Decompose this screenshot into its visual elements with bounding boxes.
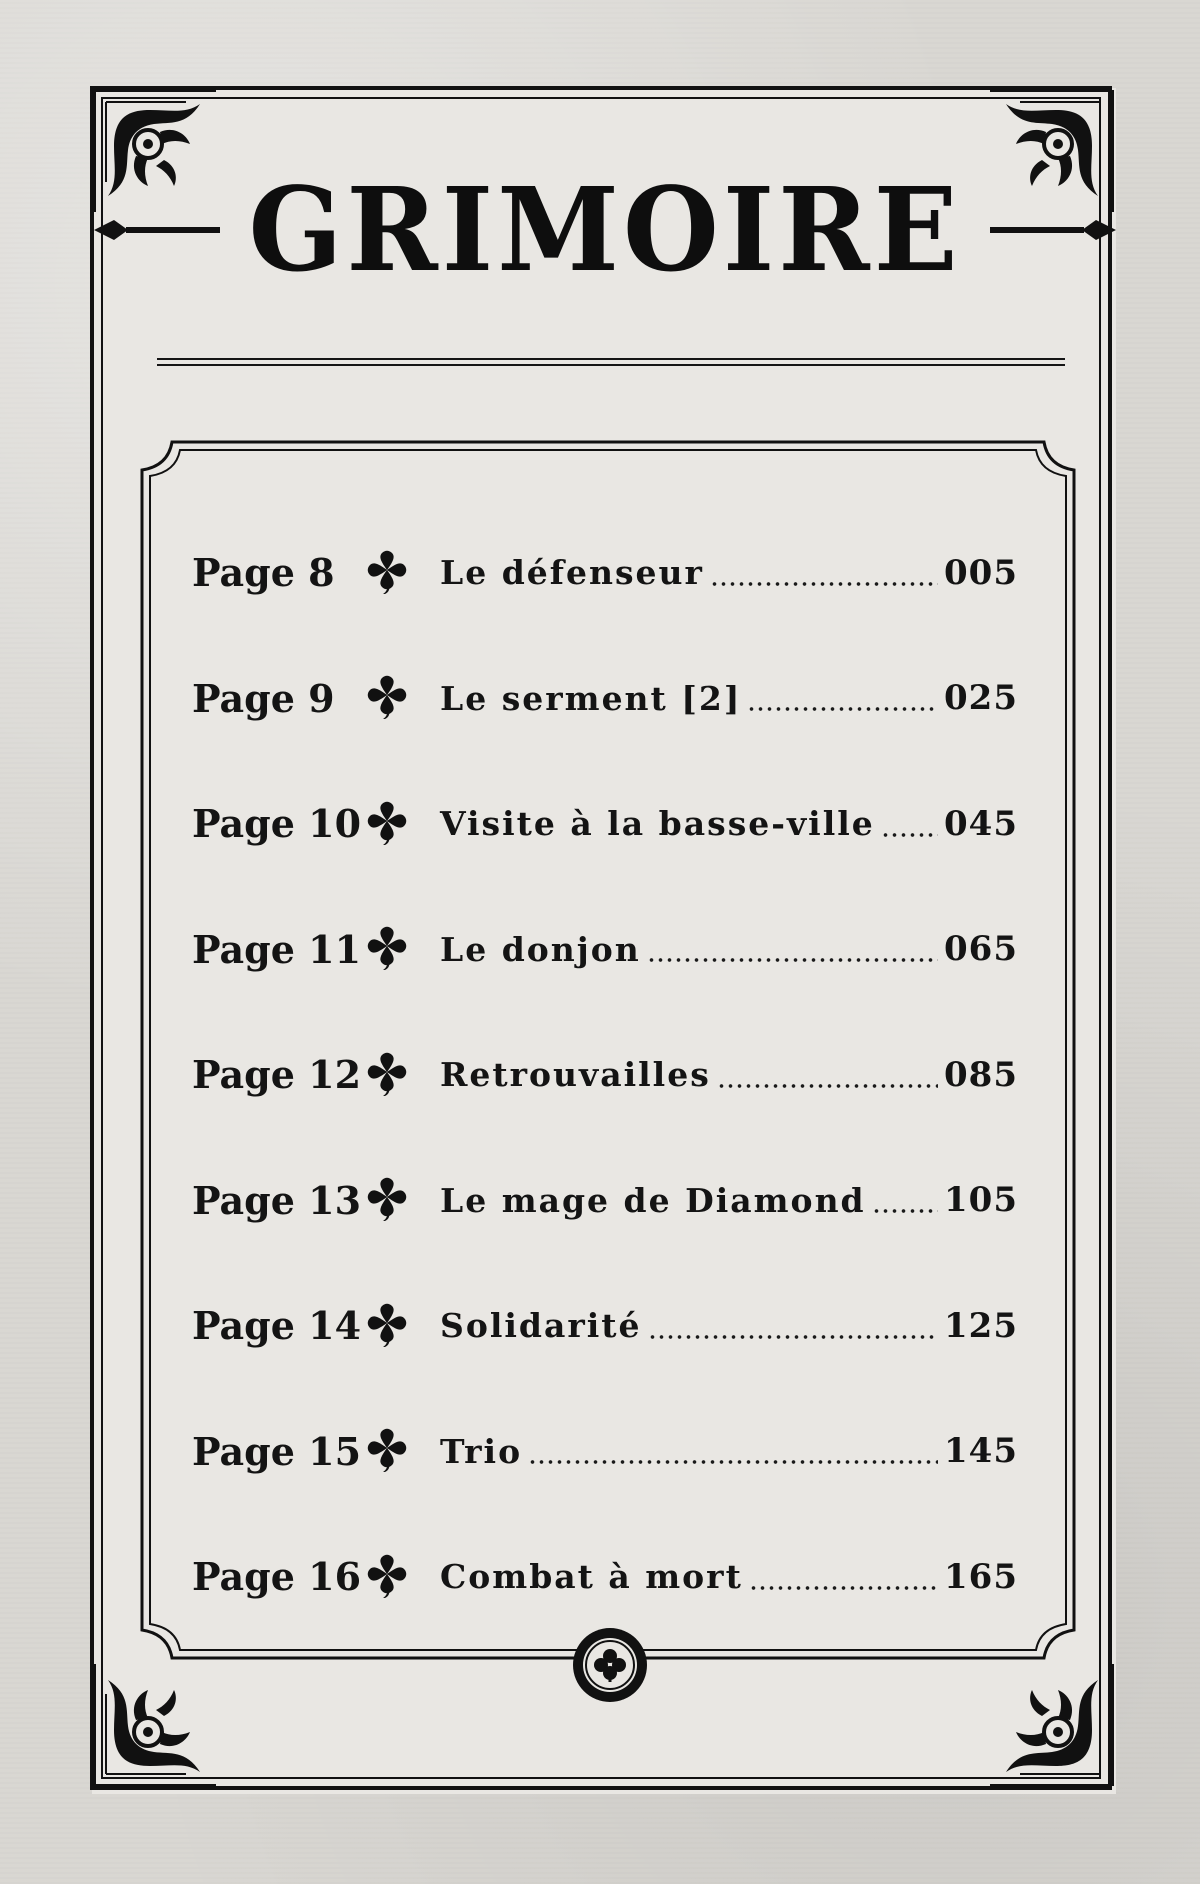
toc-page-number: 165 — [944, 1556, 1018, 1597]
toc-page-number: 105 — [944, 1180, 1018, 1221]
toc-entry — [192, 761, 1018, 887]
title-divider — [157, 358, 1065, 366]
four-leaf-clover-icon — [364, 925, 416, 973]
toc-page-number: 045 — [944, 803, 1018, 844]
toc-page-number: 005 — [944, 552, 1018, 593]
toc-chapter-title: Visite à la basse-ville — [440, 804, 875, 844]
toc-chapter-title: Le mage de Diamond — [440, 1180, 866, 1220]
toc-chapter-label: Page 13 — [192, 1177, 362, 1223]
page-title: GRIMOIRE — [248, 161, 962, 298]
toc-entry — [192, 1138, 1018, 1264]
toc-chapter-title: Solidarité — [440, 1306, 642, 1346]
four-leaf-clover-icon — [364, 1553, 416, 1601]
toc-page-number: 085 — [944, 1054, 1018, 1095]
toc-entry — [192, 510, 1018, 636]
diamond-flourish-icon — [92, 210, 222, 250]
dot-leader — [881, 832, 938, 838]
toc-chapter-label: Page 14 — [192, 1303, 362, 1349]
four-leaf-clover-icon — [364, 674, 416, 722]
four-leaf-clover-icon — [364, 1427, 416, 1475]
toc-page-number: 125 — [944, 1305, 1018, 1346]
toc-entry — [192, 1263, 1018, 1389]
toc-chapter-label: Page 12 — [192, 1052, 362, 1098]
toc-page-number: 145 — [944, 1431, 1018, 1472]
toc-chapter-label: Page 15 — [192, 1428, 362, 1474]
table-of-contents — [192, 510, 1018, 1640]
toc-entry — [192, 636, 1018, 762]
toc-chapter-label: Page 9 — [192, 675, 335, 721]
corner-ornament-icon — [986, 1660, 1116, 1790]
diamond-flourish-icon — [988, 210, 1118, 250]
toc-chapter-title: Trio — [440, 1431, 523, 1471]
clover-medallion-icon — [570, 1625, 650, 1705]
toc-chapter-label: Page 10 — [192, 801, 362, 847]
four-leaf-clover-icon — [364, 1051, 416, 1099]
toc-page-number: 025 — [944, 678, 1018, 719]
four-leaf-clover-icon — [364, 549, 416, 597]
toc-chapter-label: Page 8 — [192, 550, 335, 596]
four-leaf-clover-icon — [364, 1302, 416, 1350]
dot-leader — [749, 1585, 938, 1591]
toc-chapter-label: Page 11 — [192, 926, 362, 972]
toc-entry — [192, 887, 1018, 1013]
four-leaf-clover-icon — [364, 1176, 416, 1224]
corner-ornament-icon — [90, 1660, 220, 1790]
toc-chapter-title: Le défenseur — [440, 553, 704, 593]
dot-leader — [872, 1208, 938, 1214]
toc-chapter-title: Combat à mort — [440, 1557, 743, 1597]
toc-chapter-title: Retrouvailles — [440, 1055, 711, 1095]
toc-chapter-title: Le donjon — [440, 929, 641, 969]
four-leaf-clover-icon — [364, 800, 416, 848]
toc-entry — [192, 1389, 1018, 1515]
toc-chapter-title: Le serment [2] — [440, 678, 742, 718]
dot-leader — [648, 1334, 938, 1340]
dot-leader — [647, 957, 938, 963]
toc-entry — [192, 1012, 1018, 1138]
toc-page-number: 065 — [944, 929, 1018, 970]
toc-chapter-label: Page 16 — [192, 1554, 362, 1600]
dot-leader — [747, 706, 938, 712]
dot-leader — [710, 581, 938, 587]
dot-leader — [717, 1083, 938, 1089]
title-block — [140, 150, 1070, 310]
dot-leader — [528, 1459, 938, 1465]
toc-entry — [192, 1514, 1018, 1640]
